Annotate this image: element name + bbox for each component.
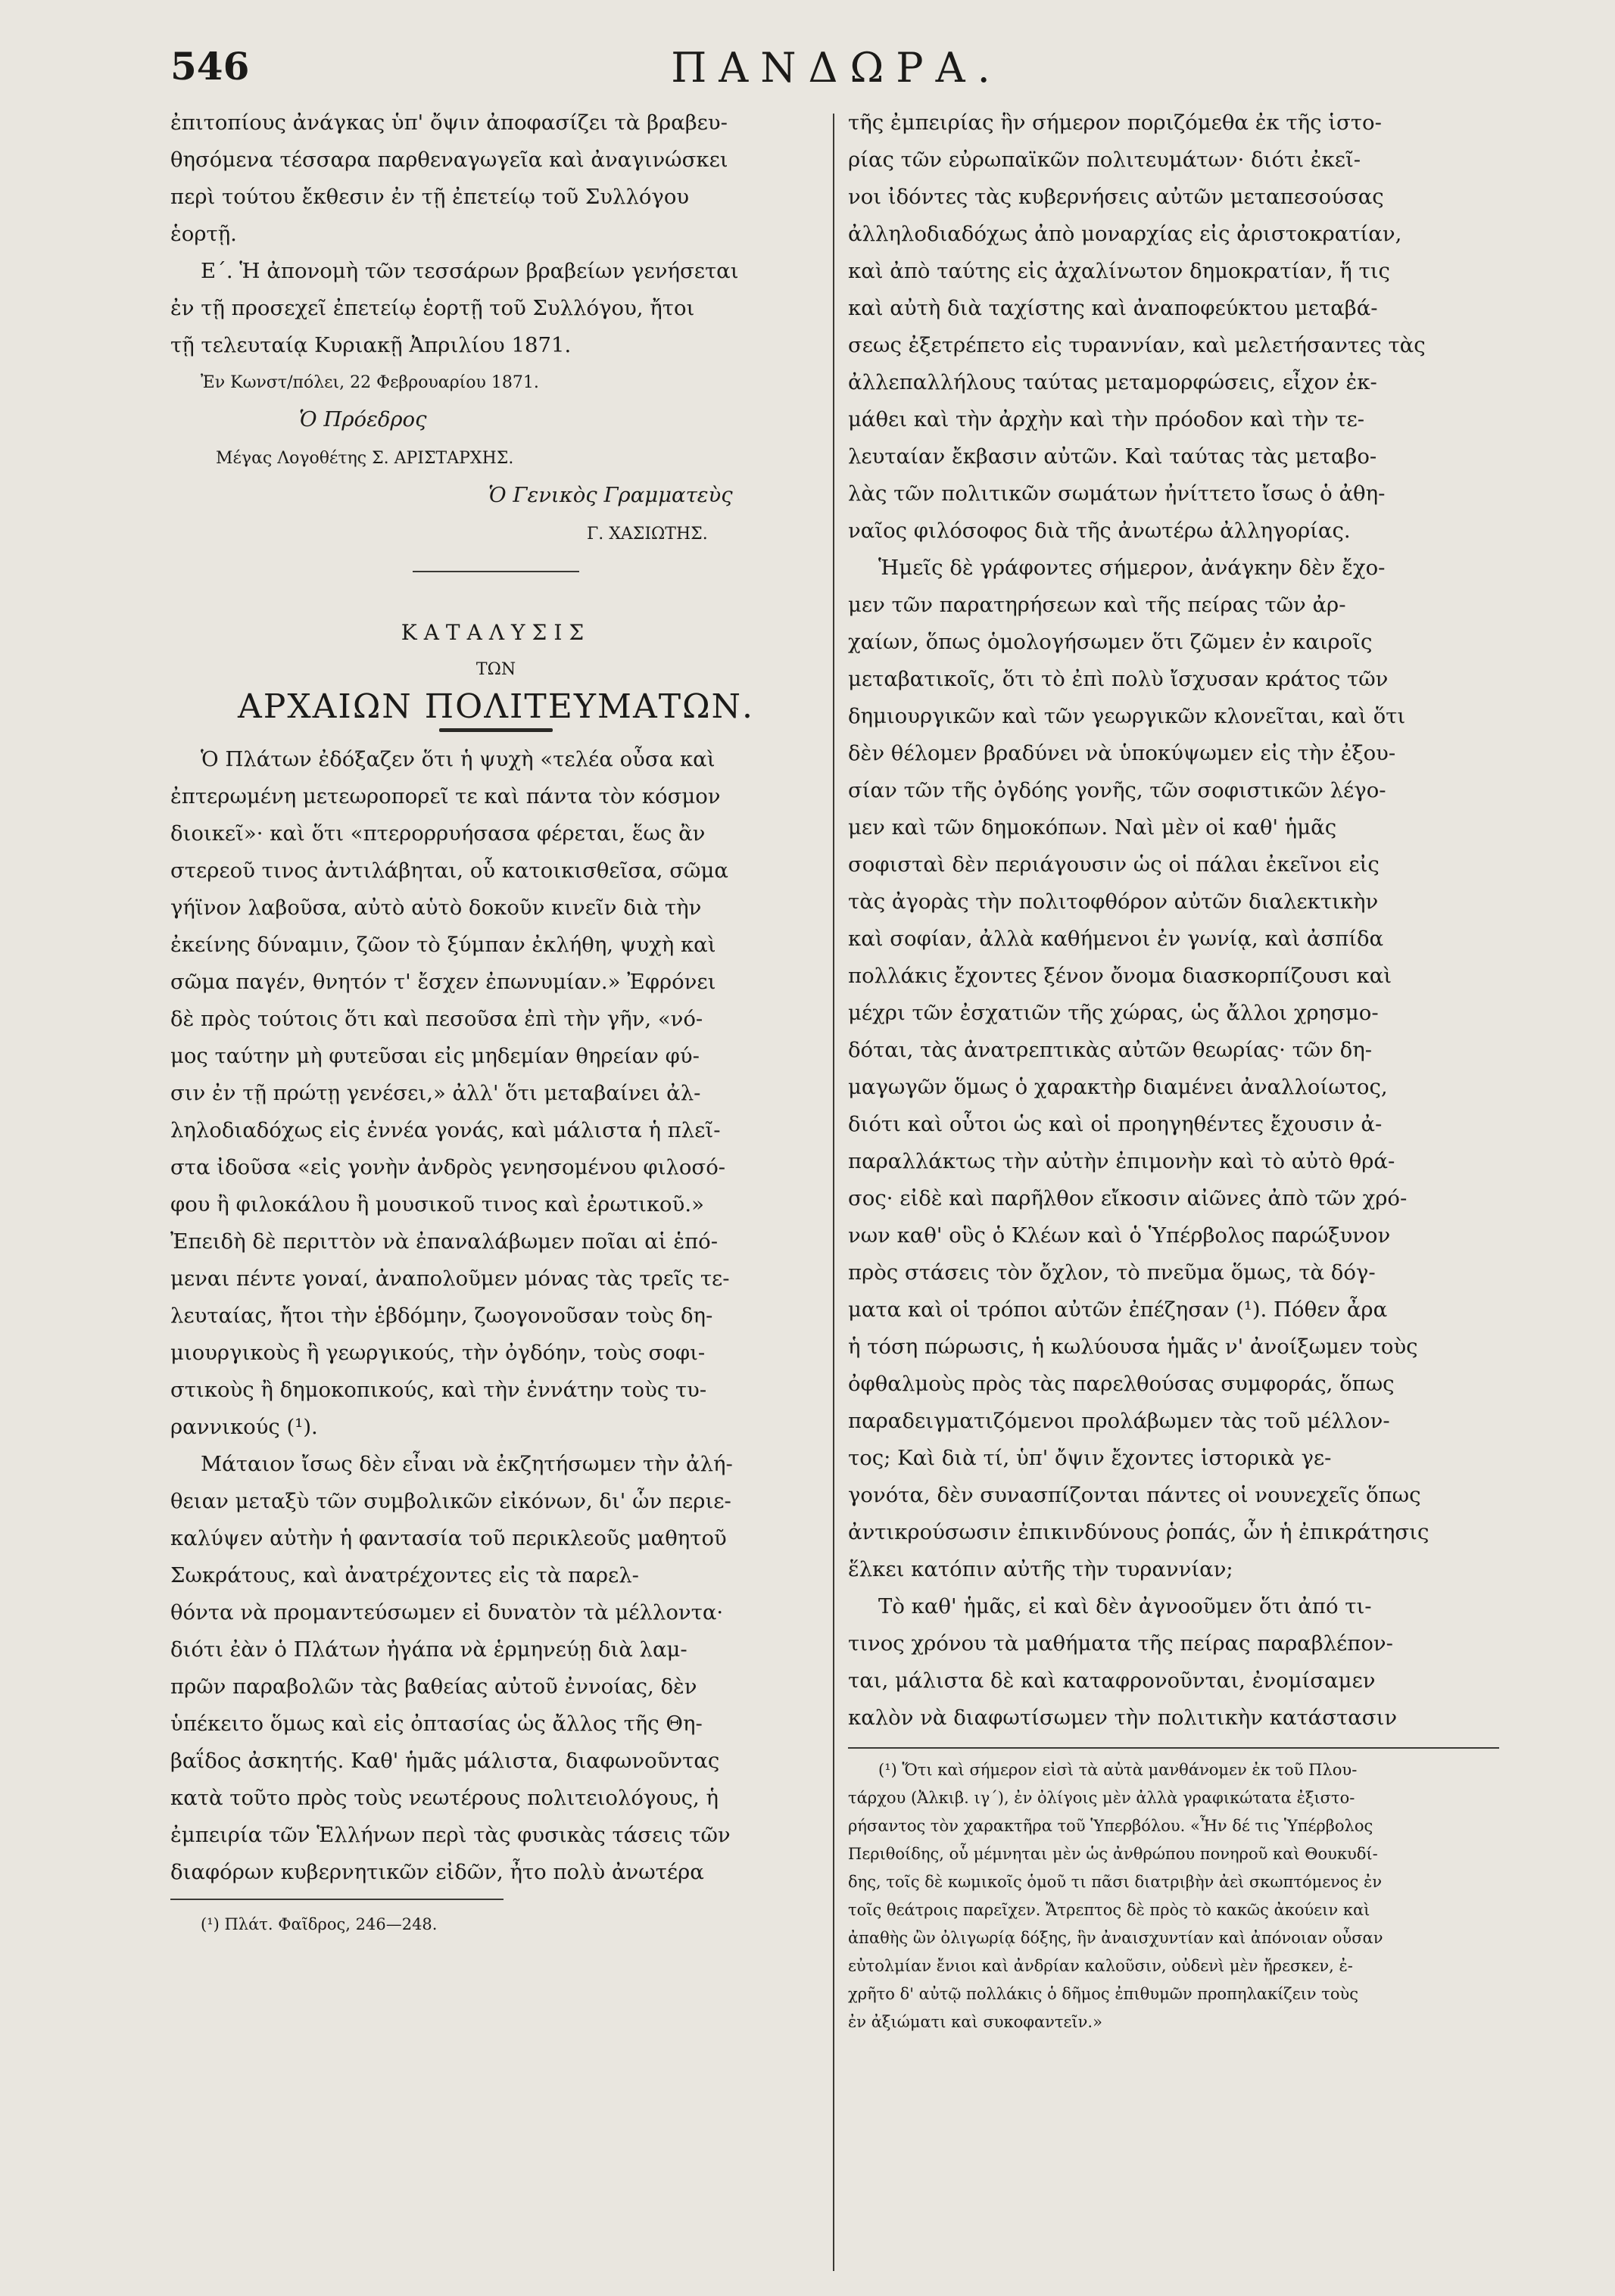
text-line: γονότα, δὲν συνασπίζονται πάντες οἱ νουνεχεῖς ὅπως: [848, 1483, 1421, 1507]
text-line: πολλάκις ἔχοντες ξένον ὄνομα διασκορπίζουσι καὶ: [848, 964, 1392, 988]
section-separator: [413, 571, 579, 572]
text-line: τῆς ἐμπειρίας ἣν σήμερον ποριζόμεθα ἐκ τῆς ἱστο-: [848, 111, 1382, 135]
text-line: δης, τοῖς δὲ κωμικοῖς ὁμοῦ τι πᾶσι διατριβὴν ἀεὶ σκωπτόμενος ἐν: [848, 1873, 1382, 1891]
text-line: στερεοῦ τινος ἀντιλάβηται, οὗ κατοικισθεῖσα, σῶμα: [170, 858, 728, 883]
text-line: ἡ τόση πώρωσις, ἡ κωλύουσα ἡμᾶς ν' ἀνοίξωμεν τοὺς: [848, 1335, 1418, 1359]
text-line: σίαν τῶν τῆς ὀγδόης γονῆς, τῶν σοφιστικῶν λέγο-: [848, 778, 1386, 802]
article-e: [170, 253, 822, 364]
text-line: ἐν ἀξιώματι καὶ συκοφαντεῖν.»: [848, 2013, 1102, 2031]
page-number: 546: [170, 44, 250, 89]
text-line: σοφισταὶ δὲν περιάγουσιν ὡς οἱ πάλαι ἐκεῖνοι εἰς: [848, 852, 1380, 877]
text-line: χαίων, ὅπως ὁμολογήσωμεν ὅτι ζῶμεν ἐν καιροῖς: [848, 630, 1373, 654]
paragraph: [170, 1446, 822, 1891]
text-line: μεν τῶν παρατηρήσεων καὶ τῆς πείρας τῶν ἀρ-: [848, 593, 1346, 617]
text-line: ματα καὶ οἱ τρόποι αὐτῶν ἐπέζησαν (¹). Πόθεν ἆρα: [848, 1298, 1388, 1322]
text-line: Τὸ καθ' ἡμᾶς, εἰ καὶ δὲν ἀγνοοῦμεν ὅτι ἀπό τι-: [878, 1594, 1372, 1618]
journal-title: ΠΑΝΔΩΡΑ.: [671, 44, 1002, 92]
text-line: δὲ πρὸς τούτοις ὅτι καὶ πεσοῦσα ἐπὶ τὴν γῆν, «νό-: [170, 1007, 703, 1031]
text-line: ὀφθαλμοὺς πρὸς τὰς παρελθούσας συμφοράς, ὅπως: [848, 1372, 1395, 1396]
footnote: [848, 1756, 1499, 2036]
text-line: ἀπαθὴς ὢν ὀλιγωρίᾳ δόξης, ἣν ἀναισχυντίαν καὶ ἀπόνοιαν οὖσαν: [848, 1929, 1383, 1947]
text-line: δὲν θέλομεν βραδύνει νὰ ὑποκύψωμεν εἰς τὴν ἐξου-: [848, 741, 1396, 765]
text-line: ἀντικρούσωσιν ἐπικινδύνους ῥοπάς, ὧν ἡ ἐπικράτησις: [848, 1520, 1429, 1544]
text-line: τοῖς θεάτροις παρεῖχεν. Ἄτρεπτος δὲ πρὸς τὸ κακῶς ἀκούειν καὶ: [848, 1901, 1370, 1919]
text-line: τῇ τελευταίᾳ Κυριακῇ Ἀπριλίου 1871.: [170, 333, 572, 357]
text-line: τάρχου (Ἀλκιβ. ιγ΄), ἐν ὀλίγοις μὲν ἀλλὰ γραφικώτατα ἐξιστο-: [848, 1789, 1355, 1807]
text-line: νοι ἰδόντες τὰς κυβερνήσεις αὐτῶν μεταπεσούσας: [848, 185, 1384, 209]
text-line: μος ταύτην μὴ φυτεῦσαι εἰς μηδεμίαν θηρείαν φύ-: [170, 1044, 700, 1068]
text-line: διοικεῖ»· καὶ ὅτι «πτερορρυήσασα φέρεται, ἕως ἂν: [170, 821, 706, 846]
footnote-rule: [848, 1747, 1499, 1749]
paragraph: [848, 1588, 1499, 1737]
text-line: κατὰ τοῦτο πρὸς τοὺς νεωτέρους πολιτειολόγους, ἡ: [170, 1786, 719, 1810]
text-line: ραννικούς (¹).: [170, 1415, 318, 1439]
text-line: πρὸς στάσεις τὸν ὄχλον, τὸ πνεῦμα ὅμως, τὰ δόγ-: [848, 1260, 1376, 1285]
text-line: παραλλάκτως τὴν αὐτὴν ἐπιμονὴν καὶ τὸ αὐτὸ θρά-: [848, 1149, 1395, 1173]
text-line: καλύψεν αὐτὴν ἡ φαντασία τοῦ περικλεοῦς μαθητοῦ: [170, 1526, 727, 1550]
text-line: ἐκείνης δύναμιν, ζῶον τὸ ξύμπαν ἐκλήθη, ψυχὴ καὶ: [170, 933, 716, 957]
text-line: νων καθ' οὓς ὁ Κλέων καὶ ὁ Ὑπέρβολος παρώξυνον: [848, 1223, 1391, 1248]
text-line: δημιουργικῶν καὶ τῶν γεωργικῶν κλονεῖται, καὶ ὅτι: [848, 704, 1406, 728]
text-line: πρῶν παραβολῶν τὰς βαθείας αὐτοῦ ἐννοίας, δὲν: [170, 1674, 697, 1699]
text-line: καὶ αὐτὴ διὰ ταχίστης καὶ ἀναποφεύκτου μεταβά-: [848, 296, 1378, 320]
text-line: μεταβατικοῖς, ὅτι τὸ ἐπὶ πολὺ ἴσχυσαν κράτος τῶν: [848, 667, 1389, 691]
president-title: Ὁ Πρόεδρος: [299, 407, 427, 431]
text-line: ἑορτῇ.: [170, 222, 237, 246]
text-line: ἐπιτοπίους ἀνάγκας ὑπ' ὄψιν ἀποφασίζει τὰ βραβευ-: [170, 111, 728, 135]
text-line: ἐμπειρία τῶν Ἑλλήνων περὶ τὰς φυσικὰς τάσεις τῶν: [170, 1823, 731, 1847]
text-line: καλὸν νὰ διαφωτίσωμεν τὴν πολιτικὴν κατάστασιν: [848, 1706, 1398, 1730]
text-line: ληλοδιαδόχως εἰς ἐννέα γονάς, καὶ μάλιστα ἡ πλεῖ-: [170, 1118, 721, 1142]
dateline: Ἐν Κωνστ/πόλει, 22 Φεβρουαρίου 1871.: [201, 373, 539, 392]
text-line: ἀλλεπαλλήλους ταύτας μεταμορφώσεις, εἶχον ἐκ-: [848, 370, 1377, 394]
text-line: ται, μάλιστα δὲ καὶ καταφρονοῦνται, ἐνομίσαμεν: [848, 1668, 1376, 1693]
text-line: χρῆτο δ' αὐτῷ πολλάκις ὁ δῆμος ἐπιθυμῶν προπηλακίζειν τοὺς: [848, 1985, 1359, 2003]
text-line: δόται, τὰς ἀνατρεπτικὰς αὐτῶν θεωρίας· τῶν δη-: [848, 1038, 1372, 1062]
text-line: θειαν μεταξὺ τῶν συμβολικῶν εἰκόνων, δι' ὧν περιε-: [170, 1489, 731, 1513]
text-line: Ἡμεῖς δὲ γράφοντες σήμερον, ἀνάγκην δὲν ἔχο-: [878, 556, 1386, 580]
footnote-rule: [170, 1899, 504, 1900]
text-line: τὰς ἀγορὰς τὴν πολιτοφθόρον αὐτῶν διαλεκτικὴν: [848, 889, 1379, 914]
text-line: σος· εἰδὲ καὶ παρῆλθον εἴκοσιν αἰῶνες ἀπὸ τῶν χρό-: [848, 1186, 1408, 1210]
text-line: μιουργικοὺς ἢ γεωργικούς, τὴν ὀγδόην, τοὺς σοφι-: [170, 1341, 706, 1365]
text-line: διότι καὶ οὗτοι ὡς καὶ οἱ προηγηθέντες ἔχουσιν ἀ-: [848, 1112, 1383, 1136]
text-line: θόντα νὰ προμαντεύσωμεν εἰ δυνατὸν τὰ μέλλοντα·: [170, 1600, 724, 1625]
text-line: λευταίας, ἤτοι τὴν ἑβδόμην, ζωογονοῦσαν τοὺς δη-: [170, 1304, 713, 1328]
text-line: Περιθοίδης, οὗ μέμνηται μὲν ὡς ἀνθρώπου πονηροῦ καὶ Θουκυδί-: [848, 1845, 1378, 1863]
signature-president: [170, 401, 822, 477]
text-line: λὰς τῶν πολιτικῶν σωμάτων ἠνίττετο ἴσως ὁ ἀθη-: [848, 481, 1386, 506]
secretary-title: Ὁ Γενικὸς Γραμματεὺς: [488, 483, 733, 507]
left-column: [170, 104, 822, 1939]
text-line: μεναι πέντε γοναί, ἀναπολοῦμεν μόνας τὰς τρεῖς τε-: [170, 1266, 730, 1291]
text-line: ρίας τῶν εὐρωπαϊκῶν πολιτευμάτων· διότι ἐκεῖ-: [848, 148, 1361, 172]
text-line: βαΐδος ἀσκητής. Καθ' ἡμᾶς μάλιστα, διαφωνοῦντας: [170, 1749, 720, 1773]
text-line: μαγωγῶν ὅμως ὁ χαρακτὴρ διαμένει ἀναλλοίωτος,: [848, 1075, 1388, 1099]
text-line: σεως ἐξετρέπετο εἰς τυραννίαν, καὶ μελετήσαντες τὰς: [848, 333, 1426, 357]
text-line: μεν καὶ τῶν δημοκόπων. Ναὶ μὲν οἱ καθ' ἡμᾶς: [848, 815, 1337, 840]
text-line: ἕλκει κατόπιν αὐτῆς τὴν τυραννίαν;: [848, 1557, 1233, 1581]
text-line: γήϊνον λαβοῦσα, αὐτὸ αὑτὸ δοκοῦν κινεῖν διὰ τὴν: [170, 896, 702, 920]
text-line: καὶ ἀπὸ ταύτης εἰς ἀχαλίνωτον δημοκρατίαν, ἥ τις: [848, 259, 1390, 283]
paragraph: [170, 741, 822, 1446]
text-line: σιν ἐν τῇ πρώτῃ γενέσει,» ἀλλ' ὅτι μεταβαίνει ἀλ-: [170, 1081, 701, 1105]
text-line: Σωκράτους, καὶ ἀνατρέχοντες εἰς τὰ παρελ-: [170, 1563, 639, 1587]
text-line: μέχρι τῶν ἐσχατιῶν τῆς χώρας, ὡς ἄλλοι χρησμο-: [848, 1001, 1379, 1025]
text-line: Ὁ Πλάτων ἐδόξαζεν ὅτι ἡ ψυχὴ «τελέα οὖσα καὶ: [201, 747, 716, 771]
text-line: διότι ἐὰν ὁ Πλάτων ἠγάπα νὰ ἑρμηνεύῃ διὰ λαμ-: [170, 1637, 687, 1662]
text-line: ἐν τῇ προσεχεῖ ἐπετείῳ ἑορτῇ τοῦ Συλλόγου, ἤτοι: [170, 296, 695, 320]
text-line: τος; Καὶ διὰ τί, ὑπ' ὄψιν ἔχοντες ἱστορικὰ γε-: [848, 1446, 1332, 1470]
right-column: [848, 104, 1499, 2036]
text-line: ἐπτερωμένη μετεωροπορεῖ τε καὶ πάντα τὸν κόσμον: [170, 784, 721, 808]
text-line: Μάταιον ἴσως δὲν εἶναι νὰ ἐκζητήσωμεν τὴν ἀλή-: [201, 1452, 733, 1476]
text-line: παραδειγματιζόμενοι προλάβωμεν τὰς τοῦ μέλλον-: [848, 1409, 1390, 1433]
footnote: (¹) Πλάτ. Φαῖδρος, 246—248.: [201, 1915, 438, 1933]
signature-secretary: [170, 477, 822, 553]
text-line: στα ἰδοῦσα «εἰς γονὴν ἀνδρὸς γενησομένου φιλοσό-: [170, 1155, 726, 1179]
article-title-1: ΚΑΤΑΛΥΣΙΣ: [401, 620, 591, 645]
paragraph: [848, 550, 1499, 1588]
intro-text: [170, 104, 822, 253]
article-title-3: ΑΡΧΑΙΩΝ ΠΟΛΙΤΕΥΜΑΤΩΝ.: [237, 687, 755, 726]
text-line: τινος χρόνου τὰ μαθήματα τῆς πείρας παραβλέπον-: [848, 1631, 1393, 1656]
president-name: Μέγας Λογοθέτης Σ. ΑΡΙΣΤΑΡΧΗΣ.: [216, 449, 514, 468]
text-line: Ε΄. Ἡ ἀπονομὴ τῶν τεσσάρων βραβείων γενήσεται: [201, 259, 739, 283]
page-header: [170, 44, 1503, 104]
text-line: (¹) Ὅτι καὶ σήμερον εἰσὶ τὰ αὐτὰ μανθάνομεν ἐκ τοῦ Πλου-: [878, 1761, 1358, 1779]
secretary-name: Γ. ΧΑΣΙΩΤΗΣ.: [587, 525, 708, 544]
text-line: καὶ σοφίαν, ἀλλὰ καθήμενοι ἐν γωνίᾳ, καὶ ἀσπίδα: [848, 927, 1384, 951]
column-divider: [833, 114, 834, 2271]
title-ornament: [439, 728, 553, 732]
text-line: σῶμα παγέν, θνητόν τ' ἔσχεν ἐπωνυμίαν.» Ἐφρόνει: [170, 970, 716, 994]
text-line: περὶ τούτου ἔκθεσιν ἐν τῇ ἐπετείῳ τοῦ Συλλόγου: [170, 185, 690, 209]
text-line: Ἐπειδὴ δὲ περιττὸν νὰ ἐπαναλάβωμεν ποῖαι αἱ ἑπό-: [170, 1229, 719, 1254]
paragraph: [848, 104, 1499, 550]
text-line: ἀλληλοδιαδόχως ἀπὸ μοναρχίας εἰς ἀριστοκρατίαν,: [848, 222, 1402, 246]
text-line: διαφόρων κυβερνητικῶν εἰδῶν, ἦτο πολὺ ἀνωτέρα: [170, 1860, 704, 1884]
text-line: εὐτολμίαν ἔνιοι καὶ ἀνδρίαν καλοῦσιν, οὐδενὶ μὲν ἤρεσκεν, ἐ-: [848, 1957, 1353, 1975]
text-line: στικοὺς ἢ δημοκοπικούς, καὶ τὴν ἐννάτην τοὺς τυ-: [170, 1378, 707, 1402]
text-line: ναῖος φιλόσοφος διὰ τῆς ἀνωτέρω ἀλληγορίας.: [848, 519, 1351, 543]
text-line: θησόμενα τέσσαρα παρθεναγωγεῖα καὶ ἀναγινώσκει: [170, 148, 728, 172]
text-line: ὑπέκειτο ὅμως καὶ εἰς ὀπτασίας ὡς ἄλλος τῆς Θη-: [170, 1712, 703, 1736]
text-line: φου ἢ φιλοκάλου ἢ μουσικοῦ τινος καὶ ἐρωτικοῦ.»: [170, 1192, 704, 1217]
text-line: μάθει καὶ τὴν ἀρχὴν καὶ τὴν πρόοδον καὶ τὴν τε-: [848, 407, 1365, 431]
text-line: λευταίαν ἔκβασιν αὐτῶν. Καὶ ταύτας τὰς μεταβο-: [848, 444, 1377, 469]
text-line: ρήσαντος τὸν χαρακτῆρα τοῦ Ὑπερβόλου. «Ἦν δέ τις Ὑπέρβολος: [848, 1817, 1373, 1835]
article-title-2: ΤΩΝ: [475, 660, 516, 679]
